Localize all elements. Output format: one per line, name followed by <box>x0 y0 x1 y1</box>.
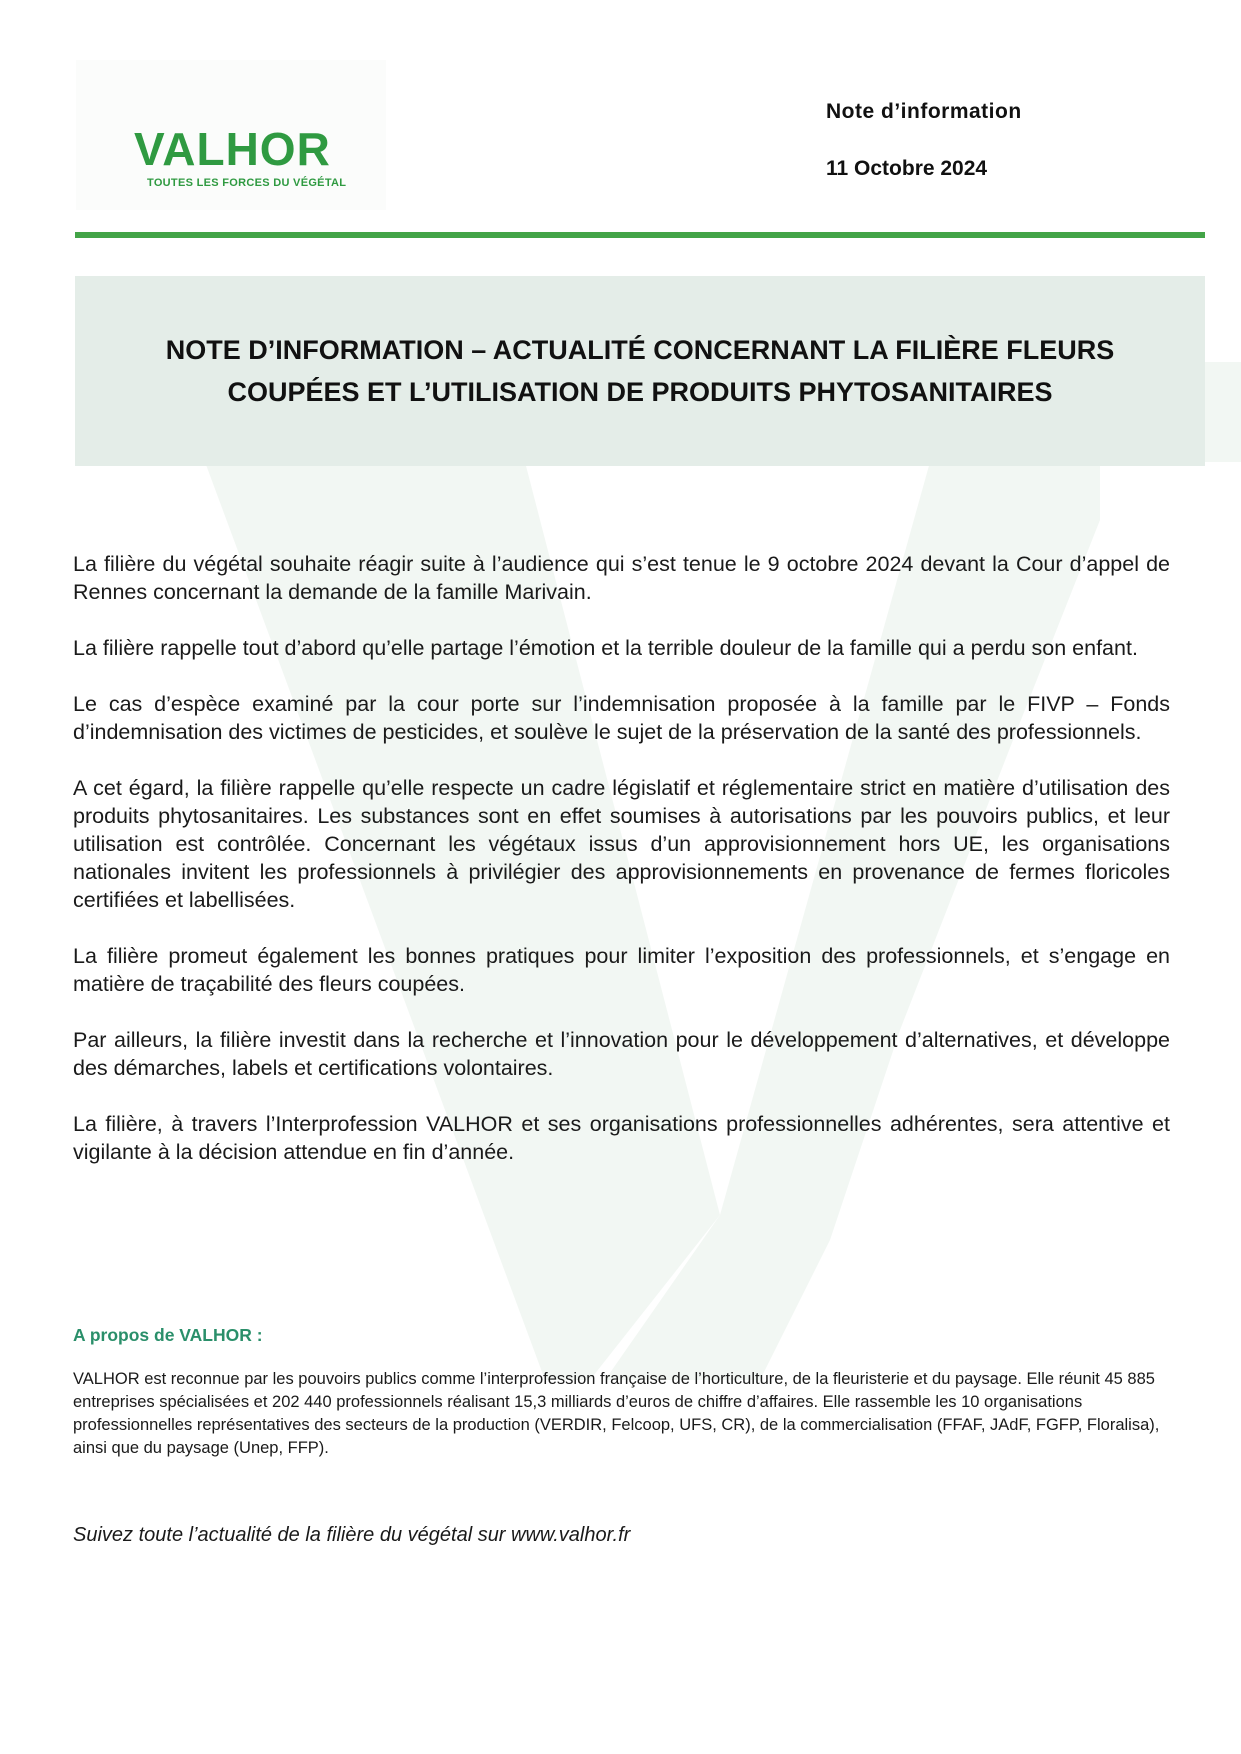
about-text: VALHOR est reconnue par les pouvoirs publics comme l’interprofession française de l’horticulture, de la fleuristerie et du paysage. Elle réunit 45 885 entreprises spécialisées et 202 440 professionnels réalisant 15,3 milliards d’euros de chiffre d’affaires. Elle rassemble les 10 organisations professionnelles représentatives des secteurs de la production (VERDIR, Felcoop, UFS, CR), de la commercialisation (FFAF, JAdF, FGFP, Floralisa), ainsi que du paysage (Unep, FFP). <box>73 1370 1160 1457</box>
logo-wordmark: VALHOR <box>134 123 331 175</box>
body-paragraph: La filière, à travers l’Interprofession VALHOR et ses organisations professionnelles adhérentes, sera attentive et vigilante à la décision attendue en fin d’année. <box>73 1112 1170 1164</box>
title-banner <box>75 276 1205 466</box>
body-text <box>73 550 1170 1194</box>
title-line-2: COUPÉES ET L’UTILISATION DE PRODUITS PHYTOSANITAIRES <box>227 377 1053 407</box>
about-title: A propos de VALHOR : <box>73 1325 263 1345</box>
body-paragraph: La filière promeut également les bonnes pratiques pour limiter l’exposition des professionnels, et s’engage en matière de traçabilité des fleurs coupées. <box>73 944 1170 996</box>
page-title <box>140 329 1140 413</box>
valhor-logo <box>76 60 386 210</box>
body-paragraph: Par ailleurs, la filière investit dans la recherche et l’innovation pour le développement d’alternatives, et développe des démarches, labels et certifications volontaires. <box>73 1028 1170 1080</box>
body-paragraph: La filière du végétal souhaite réagir suite à l’audience qui s’est tenue le 9 octobre 2024 devant la Cour d’appel de Rennes concernant la demande de la famille Marivain. <box>73 552 1170 604</box>
body-paragraph: A cet égard, la filière rappelle qu’elle respecte un cadre législatif et réglementaire strict en matière d’utilisation des produits phytosanitaires. Les substances sont en effet soumises à autorisations par les pouvoirs publics, et leur utilisation est contrôlée. Concernant les végétaux issus d’un approvisionnement hors UE, les organisations nationales invitent les professionnels à privilégier des approvisionnements en provenance de fermes floricoles certifiées et labellisées. <box>73 776 1170 912</box>
follow-link-text: Suivez toute l’actualité de la filière du végétal sur www.valhor.fr <box>73 1524 631 1546</box>
document-date: 11 Octobre 2024 <box>826 157 988 180</box>
logo-tagline: TOUTES LES FORCES DU VÉGÉTAL <box>147 177 347 189</box>
document-type: Note d’information <box>826 100 1022 123</box>
body-paragraph: La filière rappelle tout d’abord qu’elle partage l’émotion et la terrible douleur de la famille qui a perdu son enfant. <box>73 636 1138 660</box>
about-section <box>73 1325 1173 1460</box>
title-line-1: NOTE D’INFORMATION – ACTUALITÉ CONCERNANT LA FILIÈRE FLEURS <box>165 335 1115 365</box>
body-paragraph: Le cas d’espèce examiné par la cour porte sur l’indemnisation proposée à la famille par le FIVP – Fonds d’indemnisation des victimes de pesticides, et soulève le sujet de la préservation de la santé des professionnels. <box>73 692 1170 744</box>
header-divider <box>75 232 1205 238</box>
